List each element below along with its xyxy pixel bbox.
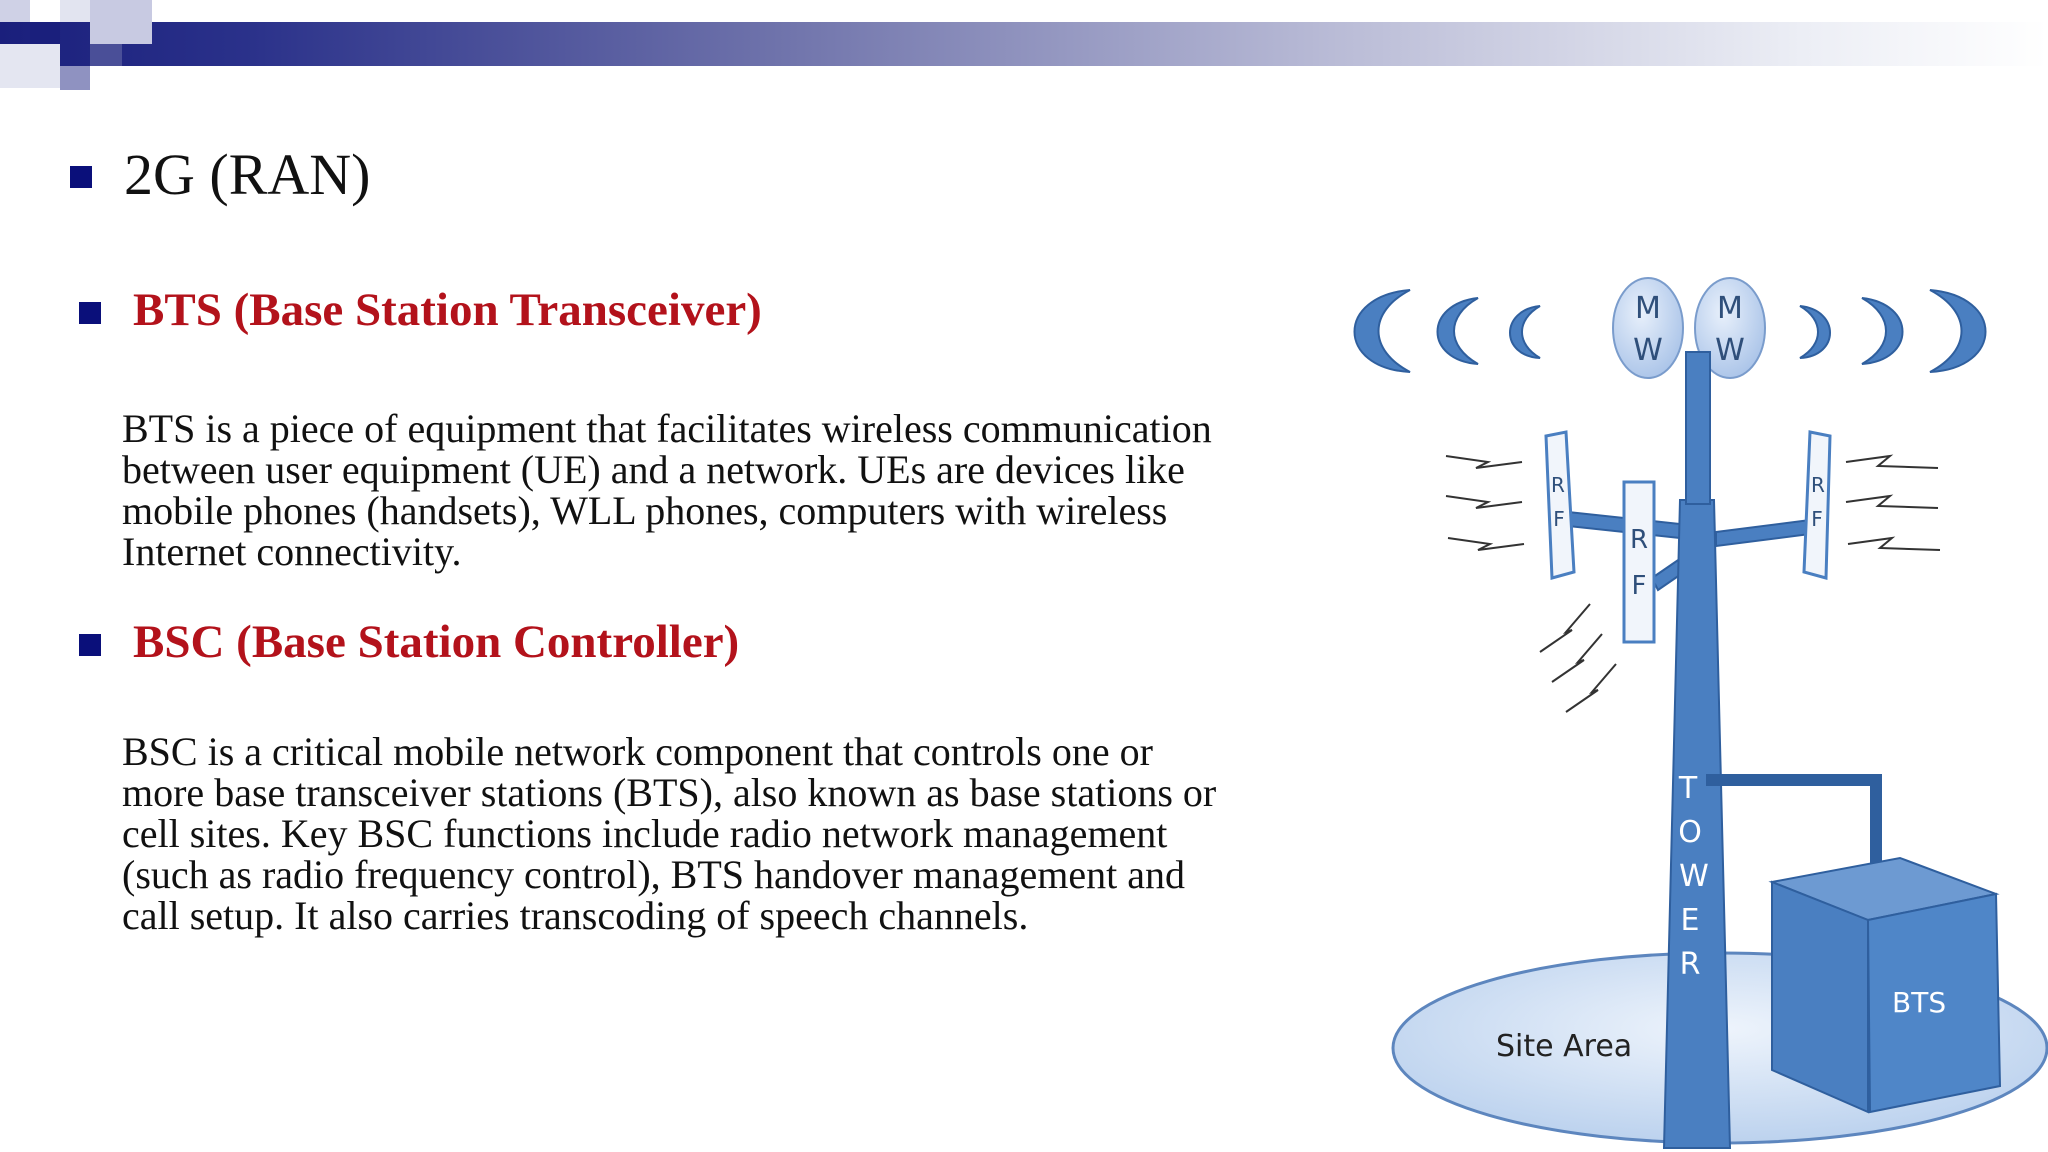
text-line: (such as radio frequency control), BTS handover management and xyxy=(122,852,1185,897)
mw-label: M xyxy=(1717,291,1743,326)
bsc-heading: BSC (Base Station Controller) xyxy=(133,616,740,668)
site-area-label: Site Area xyxy=(1496,1029,1633,1064)
rf-label: R xyxy=(1629,525,1649,555)
signal-waves-left xyxy=(1355,290,1541,372)
rf-panel-left xyxy=(1546,432,1574,578)
rf-signals-right xyxy=(1846,456,1940,550)
tower-letter: O xyxy=(1678,815,1702,850)
mw-label: W xyxy=(1715,333,1745,368)
rf-signals-center xyxy=(1540,604,1616,712)
rf-label: F xyxy=(1811,507,1823,531)
signal-waves-right xyxy=(1800,290,1986,372)
rf-label: F xyxy=(1553,507,1565,531)
rf-panel-right xyxy=(1804,432,1830,578)
text-line: BTS is a piece of equipment that facilitates wireless communication xyxy=(122,406,1212,451)
rf-panel-center xyxy=(1624,482,1654,642)
text-line: mobile phones (handsets), WLL phones, computers with wireless xyxy=(122,488,1168,533)
text-line: more base transceiver stations (BTS), also known as base stations or xyxy=(122,770,1217,815)
mw-dish-left xyxy=(1613,278,1683,378)
tower-letter: R xyxy=(1679,947,1701,982)
tower-letter: T xyxy=(1678,771,1698,806)
tower-letter: E xyxy=(1680,903,1700,938)
text-line: call setup. It also carries transcoding of speech channels. xyxy=(122,893,1029,938)
mw-label: W xyxy=(1633,333,1663,368)
rf-signals-left xyxy=(1446,456,1524,550)
rf-label: R xyxy=(1811,473,1825,497)
rf-label: R xyxy=(1551,473,1565,497)
bts-label: BTS xyxy=(1892,986,1947,1019)
text-line: cell sites. Key BSC functions include radio network management xyxy=(122,811,1168,856)
bts-cabinet xyxy=(1772,858,2000,1112)
mw-label: M xyxy=(1635,291,1661,326)
slide-title: 2G (RAN) xyxy=(124,142,371,207)
text-line: between user equipment (UE) and a network. UEs are devices like xyxy=(122,447,1185,492)
bts-heading: BTS (Base Station Transceiver) xyxy=(133,284,762,336)
text-line: Internet connectivity. xyxy=(122,529,462,574)
text-line: BSC is a critical mobile network component that controls one or xyxy=(122,729,1153,774)
tower-letter: W xyxy=(1679,859,1709,894)
rf-label: F xyxy=(1631,571,1647,601)
